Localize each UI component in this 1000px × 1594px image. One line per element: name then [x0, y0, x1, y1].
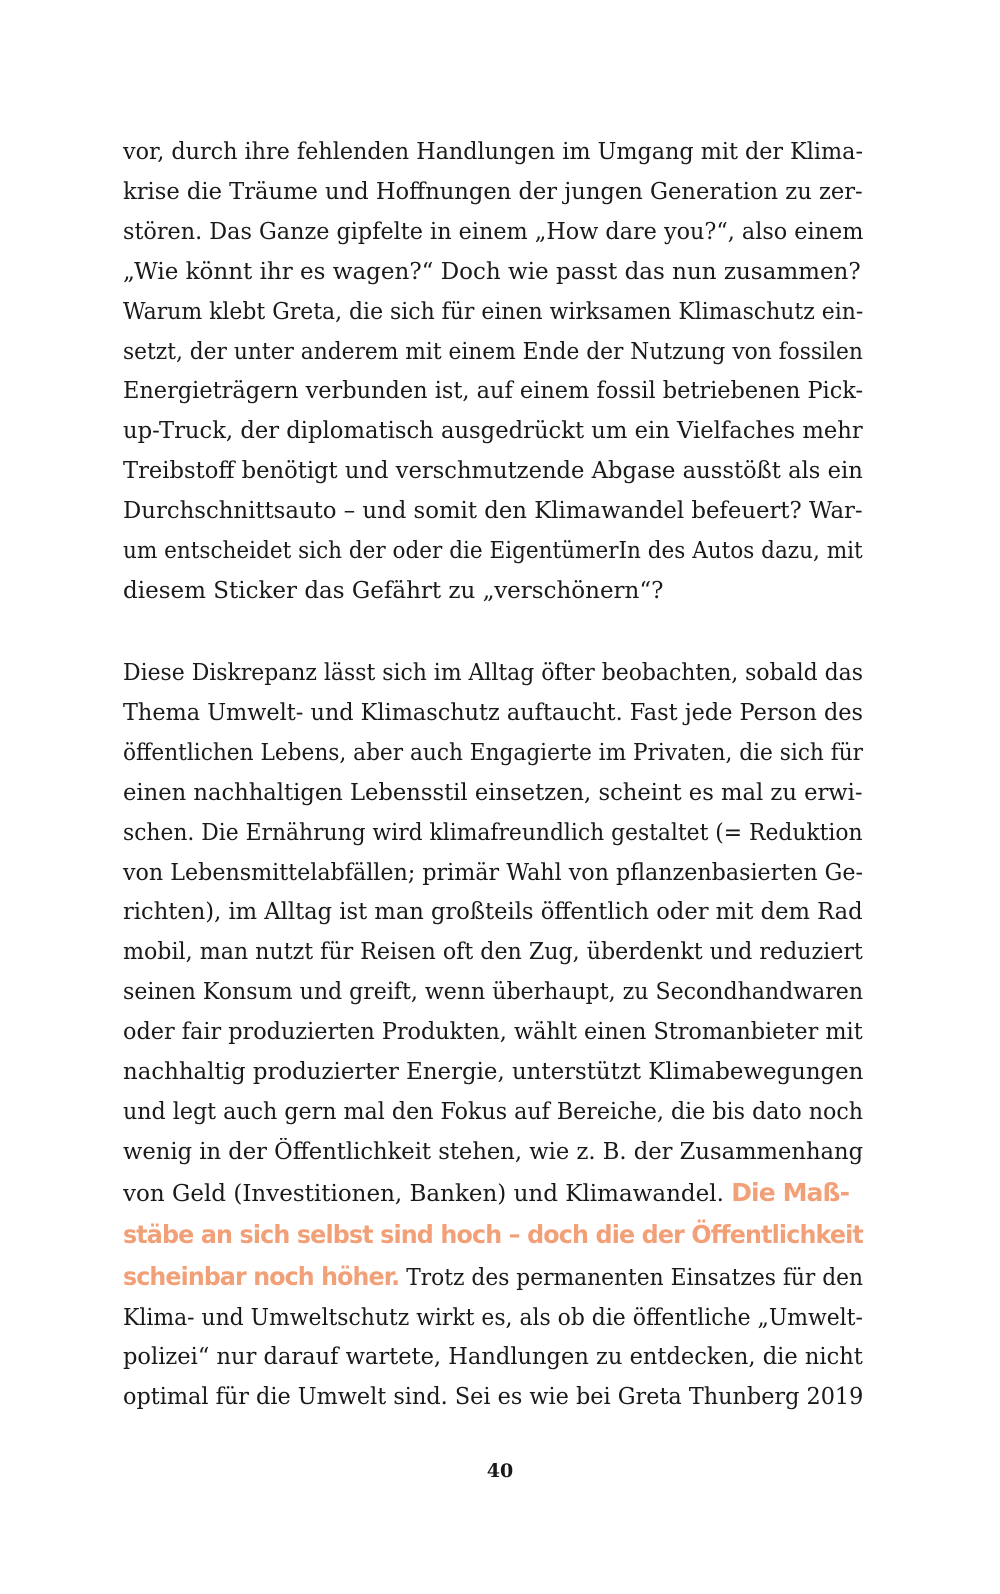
text-line: und legt auch gern mal den Fokus auf Bereiche, die bis dato noch [123, 1098, 864, 1125]
text-line: Treibstoff benötigt und verschmutzende Abgase ausstößt als ein [123, 458, 863, 485]
text-line: setzt, der unter anderem mit einem Ende der Nutzung von fossilen [123, 338, 863, 365]
pull-quote-highlight: stäbe an sich selbst sind hoch – doch die der Öffentlichkeit [123, 1219, 863, 1249]
pull-quote-highlight: Die Maß- [731, 1177, 850, 1207]
text-line: polizei“ nur darauf wartete, Handlungen zu entdecken, die nicht [123, 1344, 863, 1371]
text-line: seinen Konsum und greift, wenn überhaupt, zu Secondhandwaren [123, 979, 864, 1006]
text-line: nachhaltig produzierter Energie, unterstützt Klimabewegungen [123, 1059, 864, 1086]
text-line: Warum klebt Greta, die sich für einen wirksamen Klimaschutz ein- [123, 298, 864, 325]
text-line: krise die Träume und Hoffnungen der jungen Generation zu zer- [123, 178, 863, 205]
text-line: Energieträgern verbunden ist, auf einem fossil betriebenen Pick- [123, 378, 864, 405]
text-line: wenig in der Öffentlichkeit stehen, wie z. B. der Zusammenhang [123, 1138, 864, 1165]
text-line: „Wie könnt ihr es wagen?“ Doch wie passt das nun zusammen? [123, 258, 861, 285]
text-line-with-highlight [123, 1257, 863, 1299]
text-line: Klima- und Umweltschutz wirkt es, als ob die öffentliche „Umwelt- [123, 1304, 863, 1331]
text-segment: Trotz des permanenten Einsatzes für den [406, 1264, 864, 1291]
text-line: Durchschnittsauto – und somit den Klimawandel befeuert? War- [123, 498, 863, 525]
text-line: mobil, man nutzt für Reisen oft den Zug, überdenkt und reduziert [123, 939, 863, 966]
text-line: Thema Umwelt- und Klimaschutz auftaucht. Fast jede Person des [123, 699, 864, 726]
text-line: diesem Sticker das Gefährt zu „verschönern“? [123, 577, 664, 604]
text-line: öffentlichen Lebens, aber auch Engagierte im Privaten, die sich für [123, 739, 864, 766]
paragraph-1 [123, 133, 863, 612]
text-line: von Lebensmittelabfällen; primär Wahl von pflanzenbasierten Ge- [123, 859, 864, 886]
text-line: vor, durch ihre fehlenden Handlungen im Umgang mit der Klima- [123, 139, 863, 165]
pull-quote-highlight: scheinbar noch höher. [123, 1261, 400, 1291]
text-segment: von Geld (Investitionen, Banken) und Klimawandel. [123, 1180, 724, 1207]
text-line: oder fair produzierten Produkten, wählt einen Stromanbieter mit [123, 1019, 863, 1046]
page-number: 40 [486, 1460, 514, 1482]
text-line-with-highlight [123, 1173, 863, 1215]
text-line: optimal für die Umwelt sind. Sei es wie bei Greta Thunberg 2019 [123, 1384, 864, 1411]
text-line: Diese Diskrepanz lässt sich im Alltag öfter beobachten, sobald das [123, 660, 863, 686]
text-line: stören. Das Ganze gipfelte in einem „How dare you?“, also einem [123, 218, 864, 245]
text-line: richten), im Alltag ist man großteils öffentlich oder mit dem Rad [123, 899, 863, 926]
paragraph-2 [123, 654, 863, 1418]
text-line: schen. Die Ernährung wird klimafreundlich gestaltet (= Reduktion [123, 819, 863, 846]
text-line-highlight [123, 1215, 863, 1257]
text-line: up-Truck, der diplomatisch ausgedrückt um ein Vielfaches mehr [123, 418, 863, 445]
text-line: um entscheidet sich der oder die EigentümerIn des Autos dazu, mit [123, 538, 863, 565]
text-line: einen nachhaltigen Lebensstil einsetzen, scheint es mal zu erwi- [123, 779, 863, 806]
